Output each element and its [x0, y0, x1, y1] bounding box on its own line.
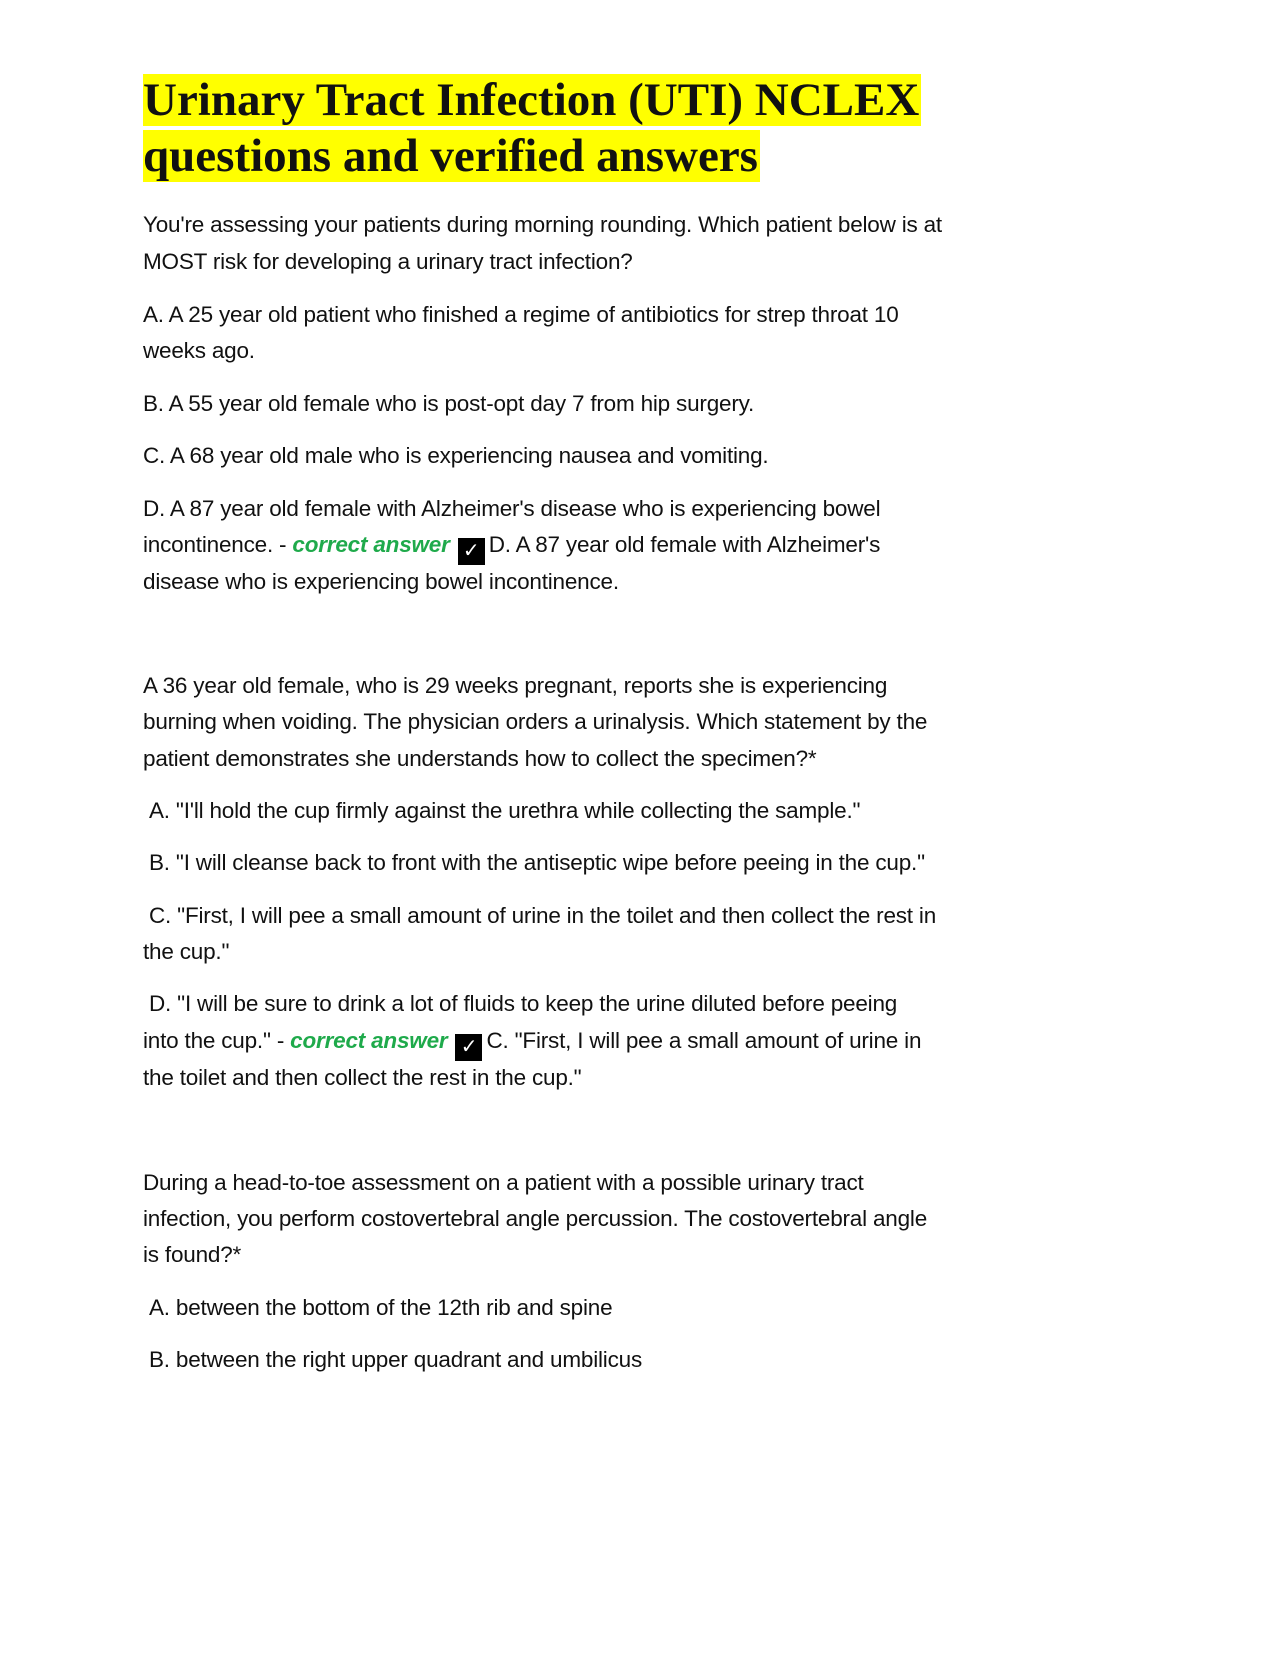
- q1-option-c: C. A 68 year old male who is experiencing nausea and vomiting.: [143, 443, 769, 468]
- document-title: Urinary Tract Infection (UTI) NCLEX: [143, 74, 920, 126]
- q2-stem: patient demonstrates she understands how to collect the specimen?*: [143, 746, 817, 771]
- q2-answer: the toilet and then collect the rest in the cup.": [143, 1065, 582, 1090]
- q2-option-c: the cup.": [143, 939, 230, 964]
- q2-option-c: C. "First, I will pee a small amount of urine in the toilet and then collect the rest in: [149, 903, 937, 928]
- q1-stem: You're assessing your patients during morning rounding. Which patient below is at: [143, 212, 942, 237]
- q2-option-d: D. "I will be sure to drink a lot of fluids to keep the urine diluted before peeing: [149, 991, 898, 1016]
- correct-answer-label: correct answer: [292, 532, 450, 557]
- q1-option-a: weeks ago.: [143, 338, 255, 363]
- q2-option-b: B. "I will cleanse back to front with the antiseptic wipe before peeing in the cup.": [149, 850, 925, 875]
- q3-option-b: B. between the right upper quadrant and umbilicus: [149, 1347, 643, 1372]
- q1-answer-line: incontinence. - correct answer ✓ D. A 87 year old female with Alzheimer's: [143, 530, 880, 565]
- document-title-line2: questions and verified answers: [143, 130, 758, 182]
- q1-option-a: A. A 25 year old patient who finished a regime of antibiotics for strep throat 10: [143, 302, 899, 327]
- q3-stem: infection, you perform costovertebral angle percussion. The costovertebral angle: [143, 1206, 928, 1231]
- q1-option-d: D. A 87 year old female with Alzheimer's disease who is experiencing bowel: [143, 496, 881, 521]
- q1-answer: disease who is experiencing bowel incontinence.: [143, 569, 619, 594]
- q3-option-a: A. between the bottom of the 12th rib and spine: [149, 1295, 613, 1320]
- q1-stem: MOST risk for developing a urinary tract infection?: [143, 249, 633, 274]
- q2-stem: A 36 year old female, who is 29 weeks pregnant, reports she is experiencing: [143, 673, 888, 698]
- q1-option-b: B. A 55 year old female who is post-opt day 7 from hip surgery.: [143, 391, 755, 416]
- q3-stem: is found?*: [143, 1242, 242, 1267]
- correct-answer-label: correct answer: [290, 1028, 448, 1053]
- check-icon: ✓: [458, 538, 485, 565]
- q2-stem: burning when voiding. The physician orders a urinalysis. Which statement by the: [143, 709, 928, 734]
- q2-answer-line: into the cup." - correct answer ✓ C. "First, I will pee a small amount of urine in: [143, 1026, 921, 1061]
- q2-option-a: A. "I'll hold the cup firmly against the urethra while collecting the sample.": [149, 798, 861, 823]
- check-icon: ✓: [455, 1034, 482, 1061]
- q3-stem: During a head-to-toe assessment on a patient with a possible urinary tract: [143, 1170, 864, 1195]
